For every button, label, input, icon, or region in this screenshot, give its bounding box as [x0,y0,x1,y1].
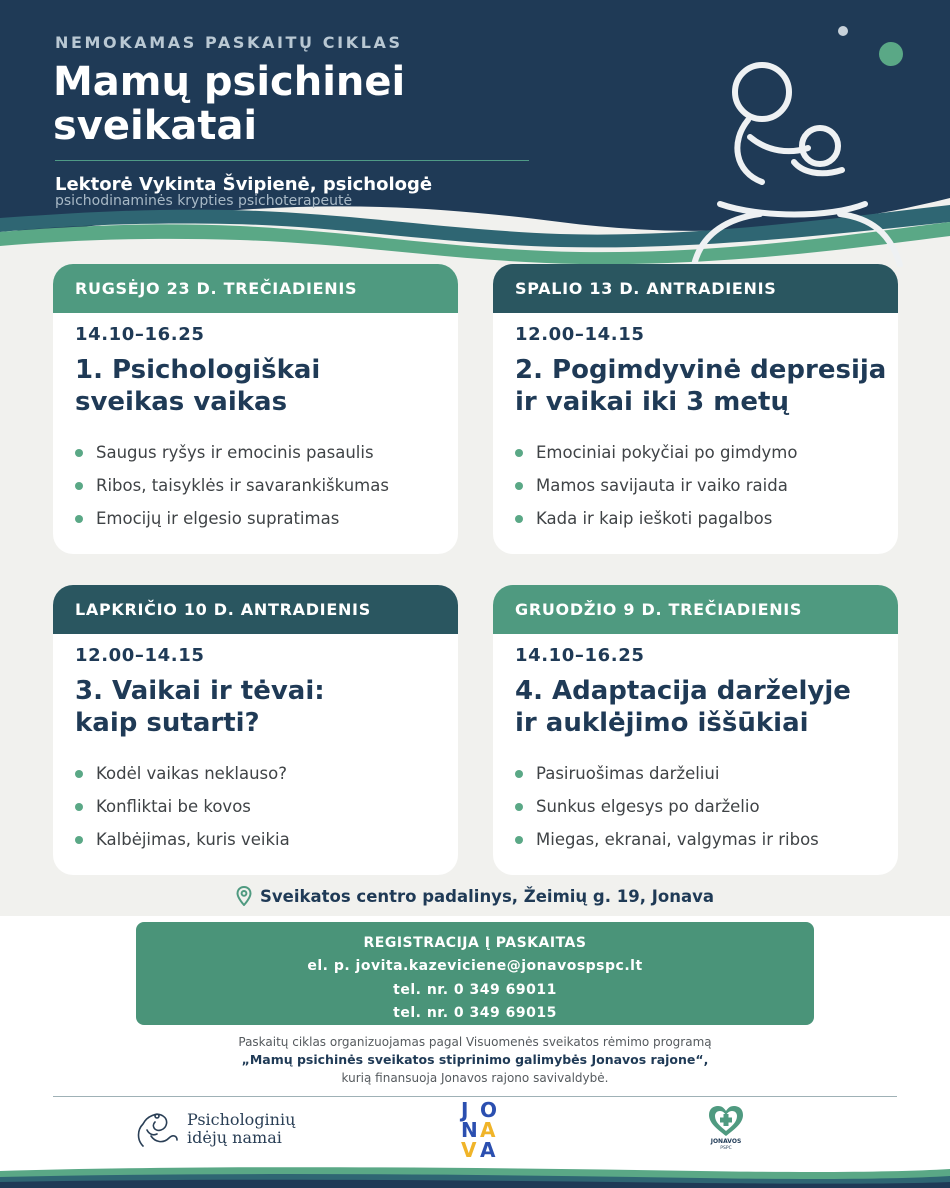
session-title-line: sveikas vaikas [75,387,288,417]
psychology-house-icon [133,1106,183,1152]
title-line-1: Mamų psichinei [53,59,406,105]
series-kicker: NEMOKAMAS PASKAITŲ CIKLAS [55,33,403,52]
session-title [515,354,895,418]
registration-phone-2[interactable]: tel. nr. 0 349 69015 [393,1004,557,1021]
list-item: Saugus ryšys ir emocinis pasaulis [75,436,458,469]
jonava-letter: N [461,1118,478,1142]
session-title [75,354,455,418]
mother-child-icon [690,22,920,267]
session-date: GRUODŽIO 9 D. TREČIADIENIS [493,585,898,634]
program-name: „Mamų psichinės sveikatos stiprinimo galimybės Jonavos rajone“, [241,1052,709,1067]
footer-wave [0,1163,950,1188]
list-item: Kalbėjimas, kuris veikia [75,823,458,856]
session-time: 12.00–14.15 [515,324,645,345]
jonava-letter: A [480,1118,496,1142]
session-title-line: 3. Vaikai ir tėvai: [75,676,325,706]
session-title-line: 1. Psichologiškai [75,355,321,385]
session-title [515,675,895,739]
registration-email[interactable]: el. p. jovita.kazeviciene@jonavospspc.lt [307,958,643,975]
session-card-2 [493,264,898,554]
pspc-name: JONAVOS [710,1138,742,1145]
topic-list [75,436,458,535]
psychology-house-name [187,1111,295,1147]
psychology-house-logo [133,1104,313,1154]
session-card-1 [53,264,458,554]
jonava-pspc-logo [700,1104,752,1154]
location-pin-icon [236,886,252,906]
list-item: Kada ir kaip ieškoti pagalbos [515,502,898,535]
session-title-line: 2. Pogimdyvinė depresija [515,355,887,385]
page-title [53,60,573,148]
logo-text-line: idėjų namai [187,1128,282,1147]
lecturer-name: Lektorė Vykinta Švipienė, psichologė [55,174,433,195]
location-line [0,886,950,906]
jonava-logo [458,1100,502,1162]
list-item: Mamos savijauta ir vaiko raida [515,469,898,502]
jonava-letter: V [461,1138,477,1162]
session-title [75,675,455,739]
registration-phone-1[interactable]: tel. nr. 0 349 69011 [393,981,557,998]
list-item: Ribos, taisyklės ir savarankiškumas [75,469,458,502]
session-time: 12.00–14.15 [75,645,205,666]
session-card-4 [493,585,898,875]
session-card-3 [53,585,458,875]
lecturer-role: psichodinaminės krypties psichoterapeutė [55,193,353,209]
list-item: Sunkus elgesys po darželio [515,790,898,823]
title-line-2: sveikatai [53,103,258,149]
jonava-letter: O [480,1098,498,1122]
location-text: Sveikatos centro padalinys, Žeimių g. 19, Jonava [260,886,714,906]
list-item: Kodėl vaikas neklauso? [75,757,458,790]
jonava-letter: J [461,1098,469,1122]
session-title-line: ir vaikai iki 3 metų [515,387,789,417]
registration-heading: REGISTRACIJA Į PASKAITAS [363,935,587,951]
pspc-sub: PSPC [720,1146,732,1151]
session-time: 14.10–16.25 [515,645,645,666]
footer-divider [53,1096,897,1097]
session-title-line: ir auklėjimo iššūkiai [515,708,809,738]
session-title-line: kaip sutarti? [75,708,260,738]
list-item: Konfliktai be kovos [75,790,458,823]
jonava-letter: A [480,1138,496,1162]
program-line-3: kurią finansuoja Jonavos rajono savivaldybė. [341,1071,609,1085]
list-item: Emocijų ir elgesio supratimas [75,502,458,535]
title-divider [55,160,529,161]
logo-text-line: Psichologinių [187,1110,296,1129]
heart-cross-icon [707,1104,745,1138]
session-date: SPALIO 13 D. ANTRADIENIS [493,264,898,313]
program-line-1: Paskaitų ciklas organizuojamas pagal Visuomenės sveikatos rėmimo programą [238,1035,712,1049]
topic-list [515,436,898,535]
session-date: RUGSĖJO 23 D. TREČIADIENIS [53,264,458,313]
registration-box [136,922,814,1025]
session-time: 14.10–16.25 [75,324,205,345]
topic-list [75,757,458,856]
list-item: Pasiruošimas darželiui [515,757,898,790]
session-title-line: 4. Adaptacija darželyje [515,676,851,706]
program-note [0,1033,950,1087]
list-item: Emociniai pokyčiai po gimdymo [515,436,898,469]
topic-list [515,757,898,856]
list-item: Miegas, ekranai, valgymas ir ribos [515,823,898,856]
session-date: LAPKRIČIO 10 D. ANTRADIENIS [53,585,458,634]
